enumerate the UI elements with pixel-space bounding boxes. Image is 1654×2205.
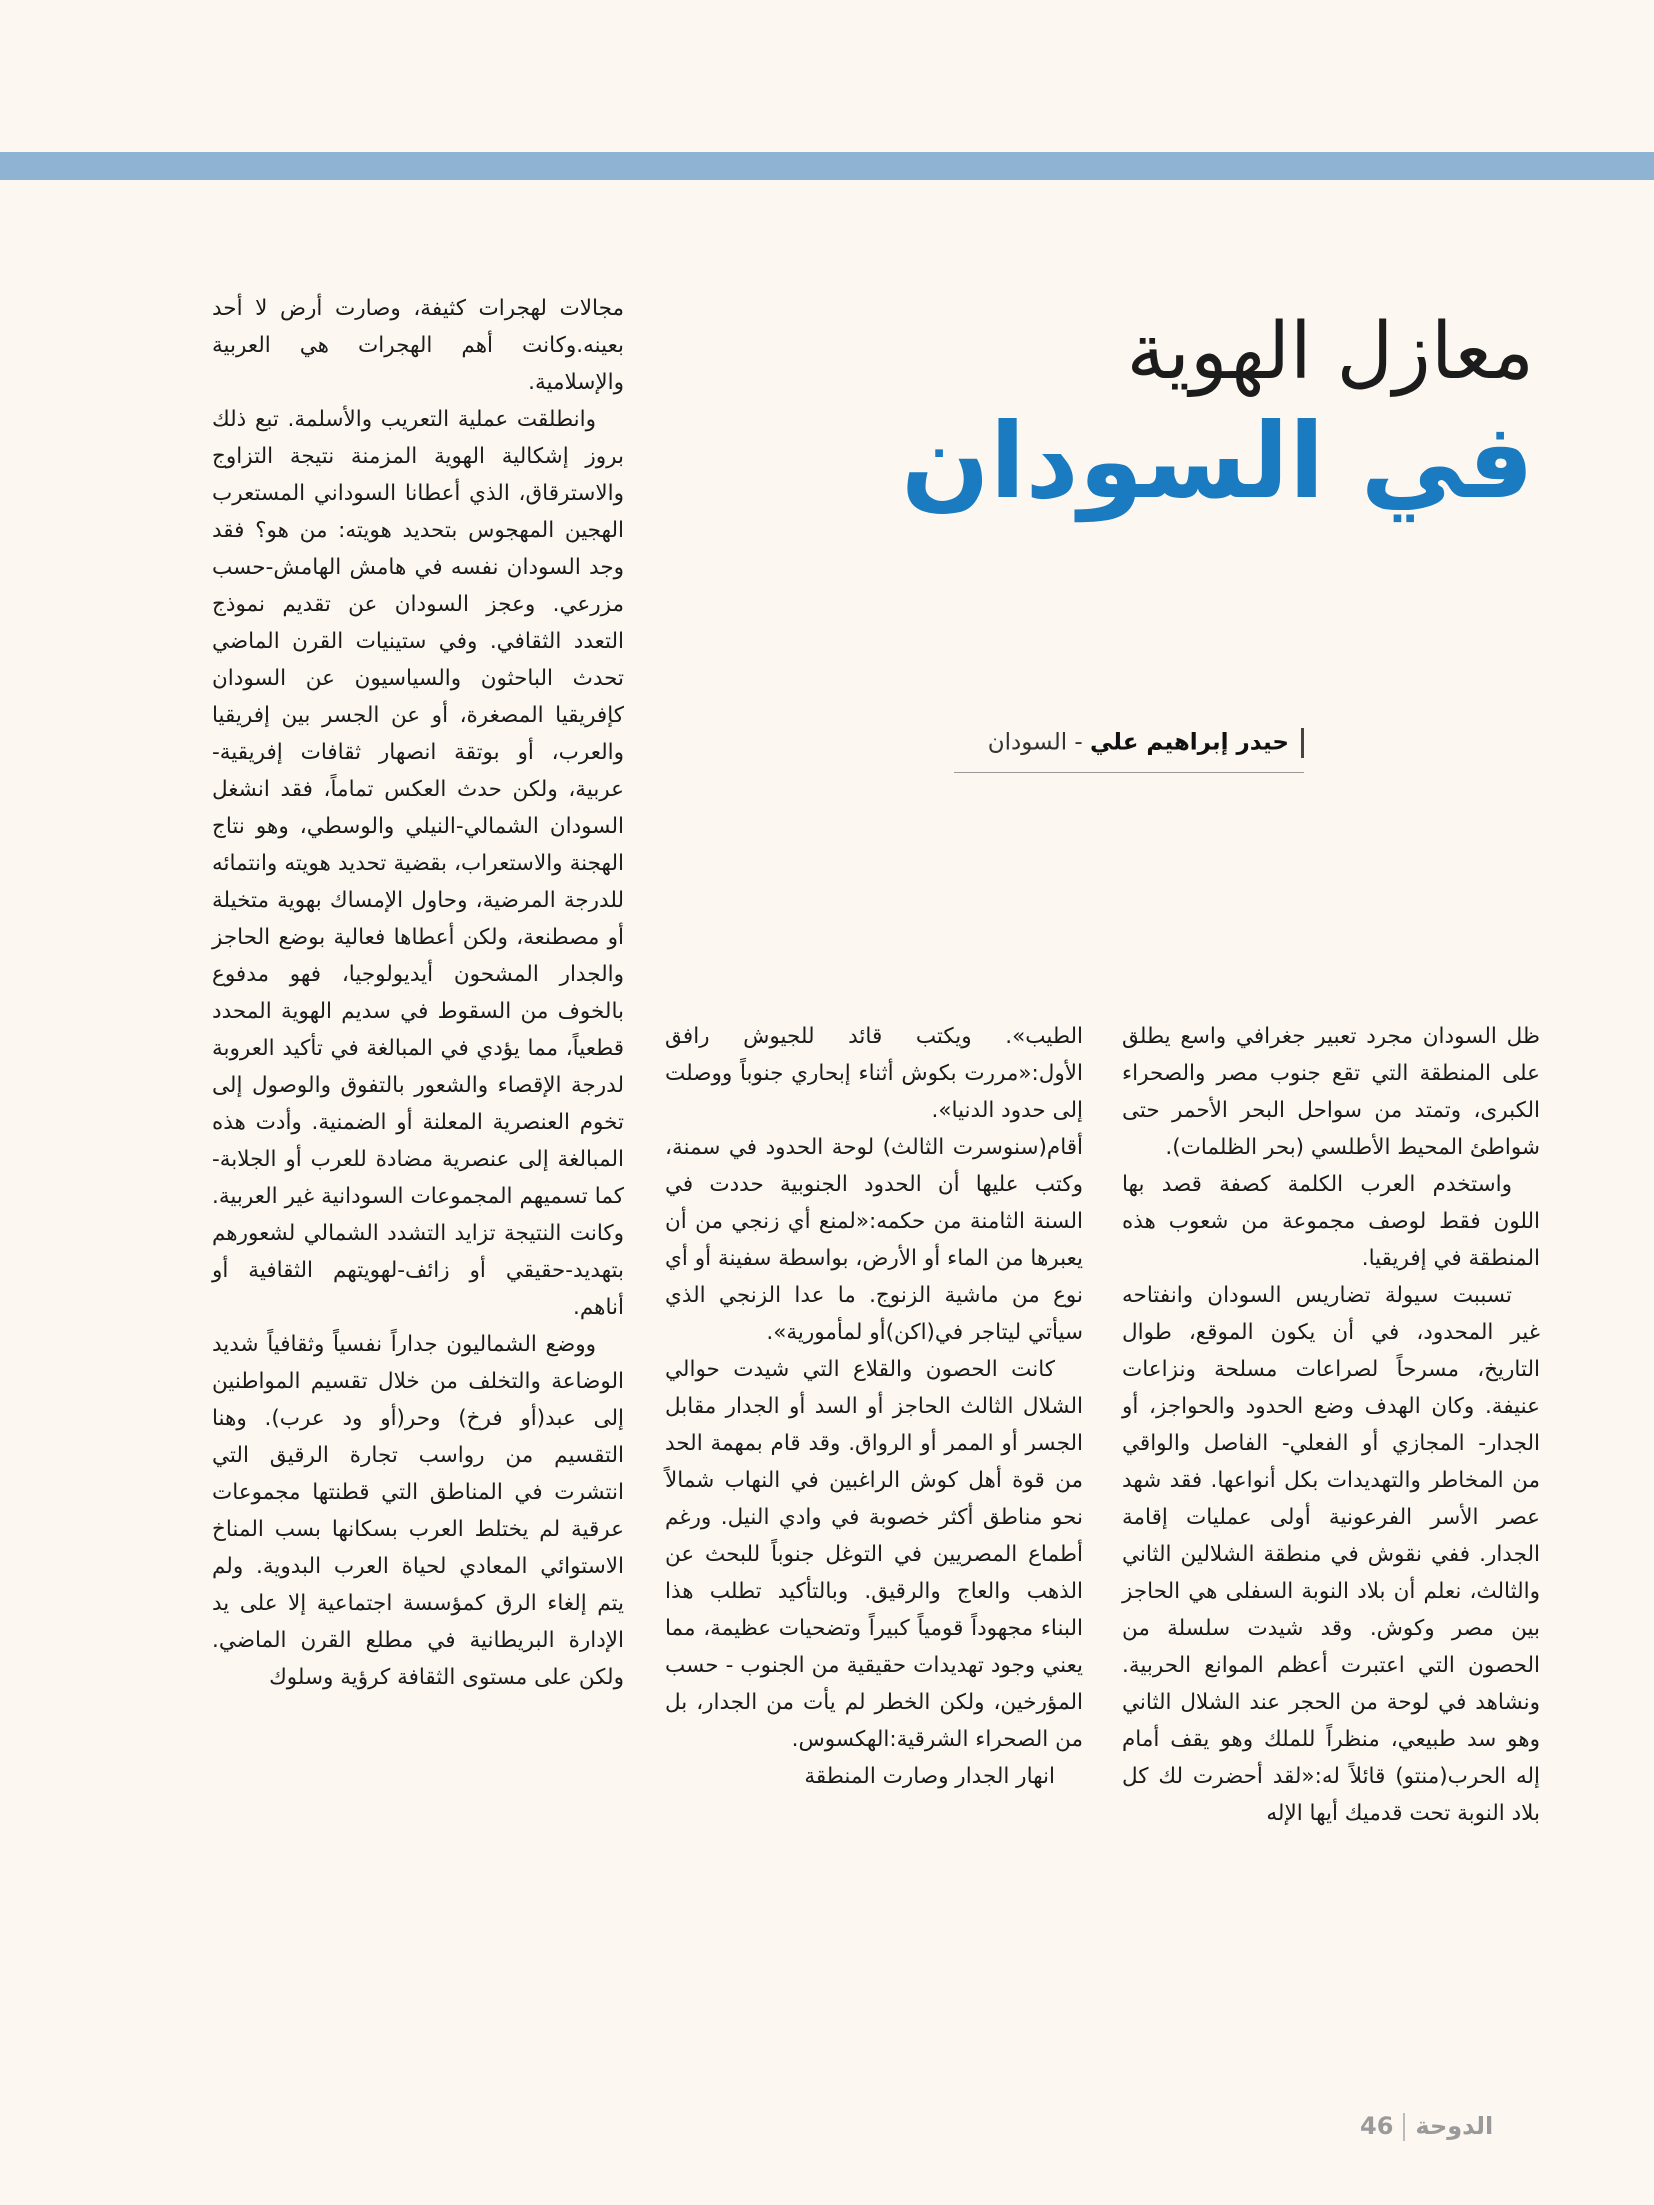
author-name: حيدر إبراهيم علي [1090, 729, 1289, 756]
page-number: 46 [1360, 2112, 1394, 2140]
paragraph: انهار الجدار وصارت المنطقة [804, 1764, 1055, 1789]
paragraph: واستخدم العرب الكلمة كصفة قصد بها اللون فقط لوصف مجموعة من شعوب هذه المنطقة في إفريقيا. [1122, 1172, 1540, 1271]
byline-bar [1301, 728, 1304, 758]
top-color-band [0, 152, 1654, 180]
paragraph: مجالات لهجرات كثيفة، وصارت أرض لا أحد بعينه.وكانت أهم الهجرات هي العربية والإسلامية. [212, 296, 624, 395]
author-location: السودان [987, 729, 1068, 756]
paragraph: وانطلقت عملية التعريب والأسلمة. تبع ذلك بروز إشكالية الهوية المزمنة نتيجة التزاوج والاسترقاق، الذي أعطانا السوداني المستعرب الهجين المهجوس بتحديد هويته: من هو؟ فقد وجد السودان نفسه في هامش الهامش-حسب مزرعي. وعجز السودان عن تقديم نموذج التعدد الثقافي. وفي ستينيات القرن الماضي تحدث الباحثون والسياسيون عن السودان كإفريقيا المصغرة، أو عن الجسر بين إفريقيا والعرب، أو بوتقة انصهار ثقافات إفريقية-عربية، ولكن حدث العكس تماماً، فقد انشغل السودان الشمالي-النيلي والوسطي، وهو نتاج الهجنة والاستعراب، بقضية تحديد هويته وانتمائه للدرجة المرضية، وحاول الإمساك بهوية متخيلة أو مصطنعة، ولكن أعطاها فعالية بوضع الحاجز والجدار المشحون أيديولوجيا، فهو مدفوع بالخوف من السقوط في سديم الهوية المحدد قطعياً، مما يؤدي في المبالغة في تأكيد العروبة لدرجة الإقصاء والشعور بالتفوق والوصول إلى تخوم العنصرية المعلنة أو الضمنية. وأدت هذه المبالغة إلى عنصرية مضادة للعرب أو الجلابة- كما تسميهم المجموعات السودانية غير العربية. وكانت النتيجة تزايد التشدد الشمالي لشعورهم بتهديد-حقيقي أو زائف-لهويتهم الثقافية أو أناهم. [212, 407, 624, 1320]
paragraph: ووضع الشماليون جداراً نفسياً وثقافياً شديد الوضاعة والتخلف من خلال تقسيم المواطنين إلى عبد(أو فرخ) وحر(أو ود عرب). وهنا التقسيم من رواسب تجارة الرقيق التي انتشرت في المناطق التي قطنتها مجموعات عرقية لم يختلط العرب بسكانها بسب المناخ الاستوائي المعادي لحياة العرب البدوية. ولم يتم إلغاء الرق كمؤسسة اجتماعية إلا على يد الإدارة البريطانية في مطلع القرن الماضي. ولكن على مستوى الثقافة كرؤية وسلوك [212, 1332, 624, 1690]
article-title [834, 307, 1534, 522]
paragraph: أقام(سنوسرت الثالث) لوحة الحدود في سمنة، وكتب عليها أن الحدود الجنوبية حددت في السنة الثامنة من حكمه:«لمنع أي زنجي من أن يعبرها من الماء أو الأرض، بواسطة سفينة أو أي نوع من ماشية الزنوج. ما عدا الزنجي الذي سيأتي ليتاجر في(اكن)أو لمأمورية». [665, 1135, 1083, 1345]
paragraph: تسببت سيولة تضاريس السودان وانفتاحه غير المحدود، في أن يكون الموقع، طوال التاريخ، مسرحاً لصراعات مسلحة ونزاعات عنيفة. وكان الهدف وضع الحدود والحواجز، أو الجدار- المجازي أو الفعلي- الفاصل والواقي من المخاطر والتهديدات بكل أنواعها. فقد شهد عصر الأسر الفرعونية أولى عمليات إقامة الجدار. ففي نقوش في منطقة الشلالين الثاني والثالث، نعلم أن بلاد النوبة السفلى هي الحاجز بين مصر وكوش. وقد شيدت سلسلة من الحصون التي اعتبرت أعظم الموانع الحربية. ونشاهد في لوحة من الحجر عند الشلال الثاني وهو سد طبيعي، منظراً للملك وهو يقف أمام إله الحرب(منتو) قائلاً له:«لقد أحضرت لك كل بلاد النوبة تحت قدميك أيها الإله [1122, 1283, 1540, 1826]
title-line-1: معازل الهوية [1126, 307, 1534, 397]
paragraph: كانت الحصون والقلاع التي شيدت حوالي الشلال الثالث الحاجز أو السد أو الجدار مقابل الجسر أو الممر أو الرواق. وقد قام بمهمة الحد من قوة أهل كوش الراغبين في النهاب شمالاً نحو مناطق أكثر خصوبة في وادي النيل. ورغم أطماع المصريين في التوغل جنوباً للبحث عن الذهب والعاج والرقيق. وبالتأكيد تطلب هذا البناء مجهوداً قومياً كبيراً وتضحيات عظيمة، مما يعني وجود تهديدات حقيقية من الجنوب - حسب المؤرخين، ولكن الخطر لم يأت من الجدار، بل من الصحراء الشرقية:الهكسوس. [665, 1357, 1083, 1752]
page-footer [1360, 2112, 1493, 2141]
byline [954, 728, 1304, 773]
title-line-2: في السودان [900, 399, 1534, 522]
text-column-right [1122, 1018, 1540, 1832]
text-column-middle [665, 1018, 1083, 1795]
paragraph: ظل السودان مجرد تعبير جغرافي واسع يطلق على المنطقة التي تقع جنوب مصر والصحراء الكبرى، وتمتد من سواحل البحر الأحمر حتى شواطئ المحيط الأطلسي (بحر الظلمات). [1122, 1024, 1540, 1160]
text-column-left [212, 290, 624, 1696]
magazine-name: الدوحة [1415, 2112, 1494, 2140]
byline-separator: - [1074, 729, 1083, 756]
paragraph: الطيب». ويكتب قائد للجيوش رافق الأول:«مررت بكوش أثناء إبحاري جنوباً ووصلت إلى حدود الدنيا». [665, 1024, 1083, 1123]
footer-divider [1403, 2113, 1405, 2141]
